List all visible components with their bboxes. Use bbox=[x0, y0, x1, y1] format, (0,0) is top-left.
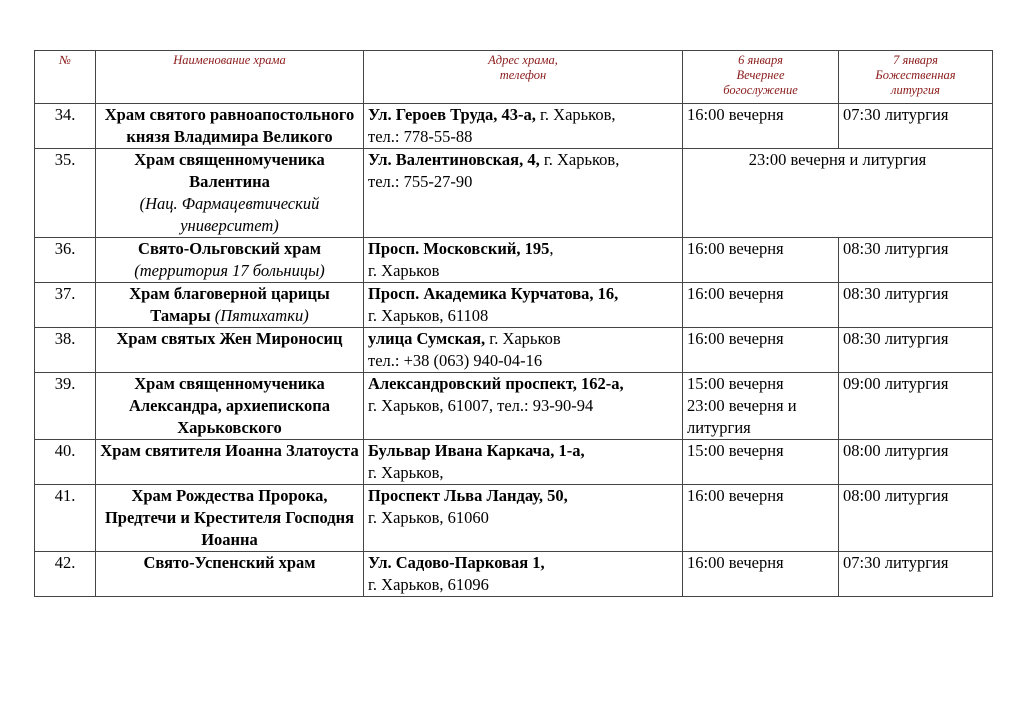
header-address bbox=[364, 51, 683, 104]
address-street: Проспект Льва Ландау, 50, bbox=[368, 486, 568, 505]
header-row bbox=[35, 51, 993, 104]
address-city: , bbox=[549, 239, 554, 258]
jan7-service: 07:30 литургия bbox=[839, 104, 993, 149]
church-location-note: (территория 17 больницы) bbox=[134, 261, 325, 280]
table-row bbox=[35, 283, 993, 328]
jan6-service: 16:00 вечерня bbox=[683, 552, 839, 597]
church-name: Храм святого равноапостольного князя Владимира Великого bbox=[104, 105, 355, 146]
address-cell bbox=[364, 283, 683, 328]
table-row bbox=[35, 552, 993, 597]
address-street: Просп. Академика Курчатова, 16, bbox=[368, 284, 619, 303]
address-line2: тел.: 755-27-90 bbox=[368, 172, 473, 191]
address-street: улица Сумская, bbox=[368, 329, 486, 348]
church-name-cell bbox=[96, 104, 364, 149]
address-line2: г. Харьков, 61007, тел.: 93-90-94 bbox=[368, 396, 594, 415]
church-name-cell bbox=[96, 485, 364, 552]
header-jan7-line2: Божественная bbox=[875, 68, 956, 82]
row-number: 34. bbox=[35, 104, 96, 149]
address-cell bbox=[364, 104, 683, 149]
header-name: Наименование храма bbox=[96, 51, 364, 104]
row-number: 39. bbox=[35, 373, 96, 440]
church-name-cell bbox=[96, 238, 364, 283]
address-line2: г. Харьков bbox=[368, 261, 440, 280]
church-name: Свято-Ольговский храм bbox=[138, 239, 321, 258]
address-line2: г. Харьков, bbox=[368, 463, 444, 482]
table-row bbox=[35, 104, 993, 149]
jan6-service: 16:00 вечерня bbox=[683, 283, 839, 328]
header-jan6-line3: богослужение bbox=[723, 83, 798, 97]
header-jan7 bbox=[839, 51, 993, 104]
table-row bbox=[35, 328, 993, 373]
address-line2: г. Харьков, 61096 bbox=[368, 575, 489, 594]
address-line2: г. Харьков, 61108 bbox=[368, 306, 489, 325]
church-location-note: (Нац. Фармацевтический университет) bbox=[139, 194, 320, 235]
address-city: г. Харьков, bbox=[539, 150, 620, 169]
address-cell bbox=[364, 373, 683, 440]
address-street: Ул. Садово-Парковая 1, bbox=[368, 553, 545, 572]
jan6-service: 16:00 вечерня bbox=[683, 485, 839, 552]
row-number: 38. bbox=[35, 328, 96, 373]
address-line2: г. Харьков, 61060 bbox=[368, 508, 489, 527]
address-cell bbox=[364, 328, 683, 373]
row-number: 36. bbox=[35, 238, 96, 283]
church-name-cell bbox=[96, 440, 364, 485]
header-address-line2: телефон bbox=[499, 68, 547, 82]
address-cell bbox=[364, 440, 683, 485]
jan7-service: 08:30 литургия bbox=[839, 238, 993, 283]
header-jan6-line2: Вечернее bbox=[736, 68, 785, 82]
jan7-service: 08:00 литургия bbox=[839, 440, 993, 485]
address-cell bbox=[364, 552, 683, 597]
church-name: Храм Рождества Пророка, Предтечи и Крестителя Господня Иоанна bbox=[104, 486, 355, 549]
row-number: 41. bbox=[35, 485, 96, 552]
church-name: Храм благоверной царицы Тамары bbox=[129, 284, 330, 325]
jan6-service-second: 23:00 вечерня и литургия bbox=[687, 396, 797, 437]
jan6-service: 16:00 вечерня bbox=[683, 238, 839, 283]
row-number: 35. bbox=[35, 149, 96, 238]
jan7-service: 07:30 литургия bbox=[839, 552, 993, 597]
church-name-cell bbox=[96, 328, 364, 373]
jan6-service: 15:00 вечерня bbox=[687, 374, 784, 393]
table-row bbox=[35, 485, 993, 552]
address-cell bbox=[364, 485, 683, 552]
row-number: 40. bbox=[35, 440, 96, 485]
church-schedule-table bbox=[34, 50, 993, 597]
header-jan7-line3: литургия bbox=[891, 83, 940, 97]
jan6-service-cell bbox=[683, 373, 839, 440]
header-num: № bbox=[35, 51, 96, 104]
church-location-note: (Пятихатки) bbox=[210, 306, 309, 325]
jan6-service: 16:00 вечерня bbox=[683, 104, 839, 149]
address-street: Ул. Валентиновская, 4, bbox=[368, 150, 540, 169]
row-number: 42. bbox=[35, 552, 96, 597]
church-name-cell bbox=[96, 283, 364, 328]
header-jan7-line1: 7 января bbox=[893, 53, 938, 67]
address-street: Ул. Героев Труда, 43-а, bbox=[368, 105, 536, 124]
jan7-service: 08:30 литургия bbox=[839, 328, 993, 373]
church-name: Храм священномученика Александра, архиепископа Харьковского bbox=[128, 374, 331, 437]
jan6-service: 15:00 вечерня bbox=[683, 440, 839, 485]
address-line2: тел.: 778-55-88 bbox=[368, 127, 473, 146]
header-jan6 bbox=[683, 51, 839, 104]
address-city: г. Харьков, bbox=[535, 105, 616, 124]
address-street: Бульвар Ивана Каркача, 1-а, bbox=[368, 441, 585, 460]
address-street: Александровский проспект, 162-а, bbox=[368, 374, 624, 393]
church-name-cell bbox=[96, 552, 364, 597]
address-street: Просп. Московский, 195 bbox=[368, 239, 550, 258]
church-name: Храм святых Жен Мироносиц bbox=[116, 329, 343, 348]
church-name: Храм святителя Иоанна Златоуста bbox=[100, 441, 359, 460]
table-row bbox=[35, 149, 993, 238]
address-cell bbox=[364, 149, 683, 238]
header-jan6-line1: 6 января bbox=[738, 53, 783, 67]
table-row bbox=[35, 238, 993, 283]
address-line2: тел.: +38 (063) 940-04-16 bbox=[368, 351, 543, 370]
jan6-service: 16:00 вечерня bbox=[683, 328, 839, 373]
header-address-line1: Адрес храма, bbox=[488, 53, 558, 67]
church-name-wrap bbox=[100, 283, 359, 327]
church-name: Храм священномученика Валентина bbox=[134, 150, 325, 191]
church-name-cell bbox=[96, 373, 364, 440]
table-row bbox=[35, 440, 993, 485]
jan7-service: 09:00 литургия bbox=[839, 373, 993, 440]
table-row bbox=[35, 373, 993, 440]
jan7-service: 08:30 литургия bbox=[839, 283, 993, 328]
church-name: Свято-Успенский храм bbox=[143, 553, 316, 572]
address-cell bbox=[364, 238, 683, 283]
merged-service: 23:00 вечерня и литургия bbox=[683, 149, 993, 238]
address-city: г. Харьков bbox=[485, 329, 561, 348]
church-name-cell bbox=[96, 149, 364, 238]
jan7-service: 08:00 литургия bbox=[839, 485, 993, 552]
row-number: 37. bbox=[35, 283, 96, 328]
